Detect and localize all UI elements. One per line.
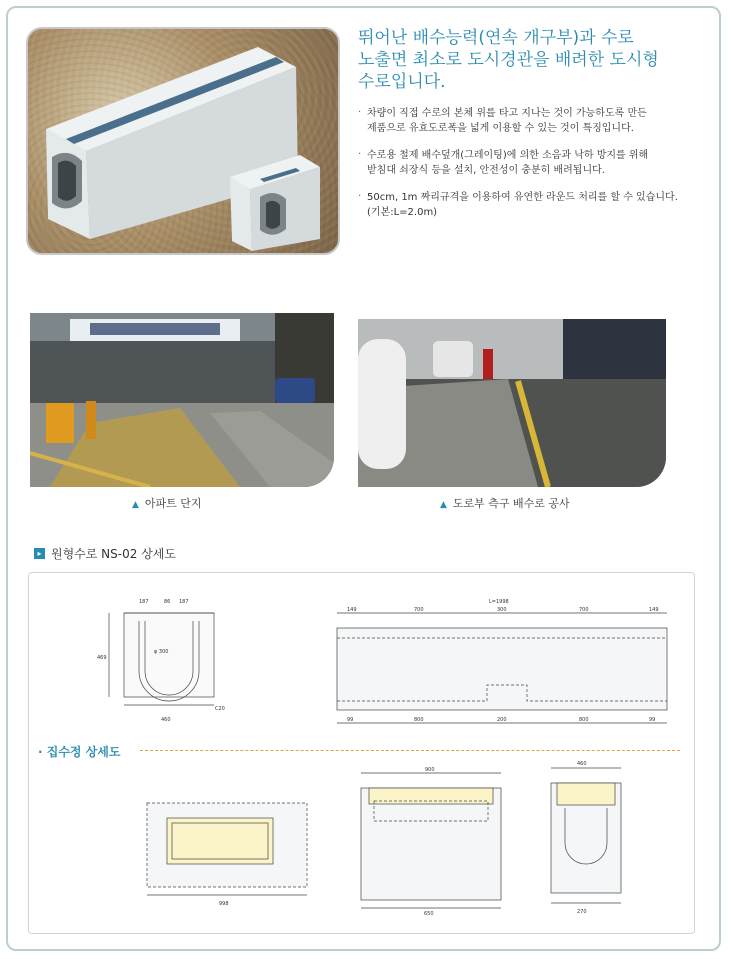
longitudinal-drawing bbox=[337, 599, 667, 723]
catch-basin-title: · 집수정 상세도 bbox=[38, 743, 124, 760]
catch-basin-front-drawing bbox=[551, 761, 621, 915]
product-photo bbox=[26, 27, 340, 255]
svg-text:800: 800 bbox=[579, 717, 589, 723]
arrow-square-icon: ▸ bbox=[34, 548, 45, 559]
cross-section-drawing bbox=[97, 599, 225, 723]
svg-text:800: 800 bbox=[414, 717, 424, 723]
svg-text:99: 99 bbox=[649, 717, 656, 723]
section-title: ▸ 원형수로 NS-02 상세도 bbox=[34, 545, 176, 562]
technical-drawing bbox=[28, 572, 695, 934]
feature-item: · 차량이 직접 수로의 본체 위를 타고 지나는 것이 가능하도록 만든 제품으로 유효도로폭을 넓게 이용할 수 있는 것이 특징입니다. bbox=[358, 107, 647, 134]
svg-text:469: 469 bbox=[97, 655, 107, 661]
feature-item: · 50cm, 1m 짜리규격을 이용하여 유연한 라운드 처리를 할 수 있습니다. (기본:L=2.0m) bbox=[358, 191, 678, 218]
catch-basin-side-drawing bbox=[361, 767, 501, 917]
headline bbox=[358, 27, 688, 93]
svg-text:900: 900 bbox=[425, 767, 435, 773]
svg-text:998: 998 bbox=[219, 901, 229, 907]
bullet-dot-icon: · bbox=[358, 149, 362, 160]
apartment-photo bbox=[30, 313, 334, 487]
headline-line-2: 노출면 최소로 도시경관을 배려한 도시형 bbox=[358, 50, 659, 70]
svg-text:200: 200 bbox=[497, 717, 507, 723]
svg-text:C20: C20 bbox=[215, 706, 225, 712]
svg-text:187: 187 bbox=[179, 599, 189, 605]
svg-text:187: 187 bbox=[139, 599, 149, 605]
roadside-photo bbox=[358, 319, 666, 487]
section-divider bbox=[140, 750, 680, 751]
svg-text:149: 149 bbox=[347, 607, 357, 613]
triangle-up-icon: ▲ bbox=[440, 500, 447, 510]
catch-basin-plan-drawing bbox=[147, 803, 307, 907]
svg-text:86: 86 bbox=[164, 599, 171, 605]
bullet-dot-icon: · bbox=[358, 191, 362, 202]
svg-text:270: 270 bbox=[577, 909, 587, 915]
svg-text:L=1998: L=1998 bbox=[489, 599, 509, 605]
feature-item: · 수로용 철제 배수덮개(그레이팅)에 의한 소음과 낙하 방지를 위해 받침대 쇠장식 등을 설치, 안전성이 충분히 배려됩니다. bbox=[358, 149, 649, 176]
svg-text:300: 300 bbox=[497, 607, 507, 613]
triangle-up-icon: ▲ bbox=[132, 500, 139, 510]
photo-caption-right: ▲ 도로부 측구 배수로 공사 bbox=[440, 497, 570, 510]
svg-text:99: 99 bbox=[347, 717, 354, 723]
svg-text:650: 650 bbox=[424, 911, 434, 917]
svg-text:460: 460 bbox=[577, 761, 587, 767]
svg-text:φ 300: φ 300 bbox=[154, 649, 169, 655]
photo-caption-left: ▲ 아파트 단지 bbox=[132, 497, 202, 510]
svg-text:700: 700 bbox=[414, 607, 424, 613]
headline-line-3: 수로입니다. bbox=[358, 72, 446, 92]
headline-line-1: 뛰어난 배수능력(연속 개구부)과 수로 bbox=[358, 28, 634, 48]
bullet-dot-icon: · bbox=[358, 107, 362, 118]
feature-list bbox=[358, 106, 703, 232]
svg-text:700: 700 bbox=[579, 607, 589, 613]
svg-text:460: 460 bbox=[161, 717, 171, 723]
svg-text:149: 149 bbox=[649, 607, 659, 613]
